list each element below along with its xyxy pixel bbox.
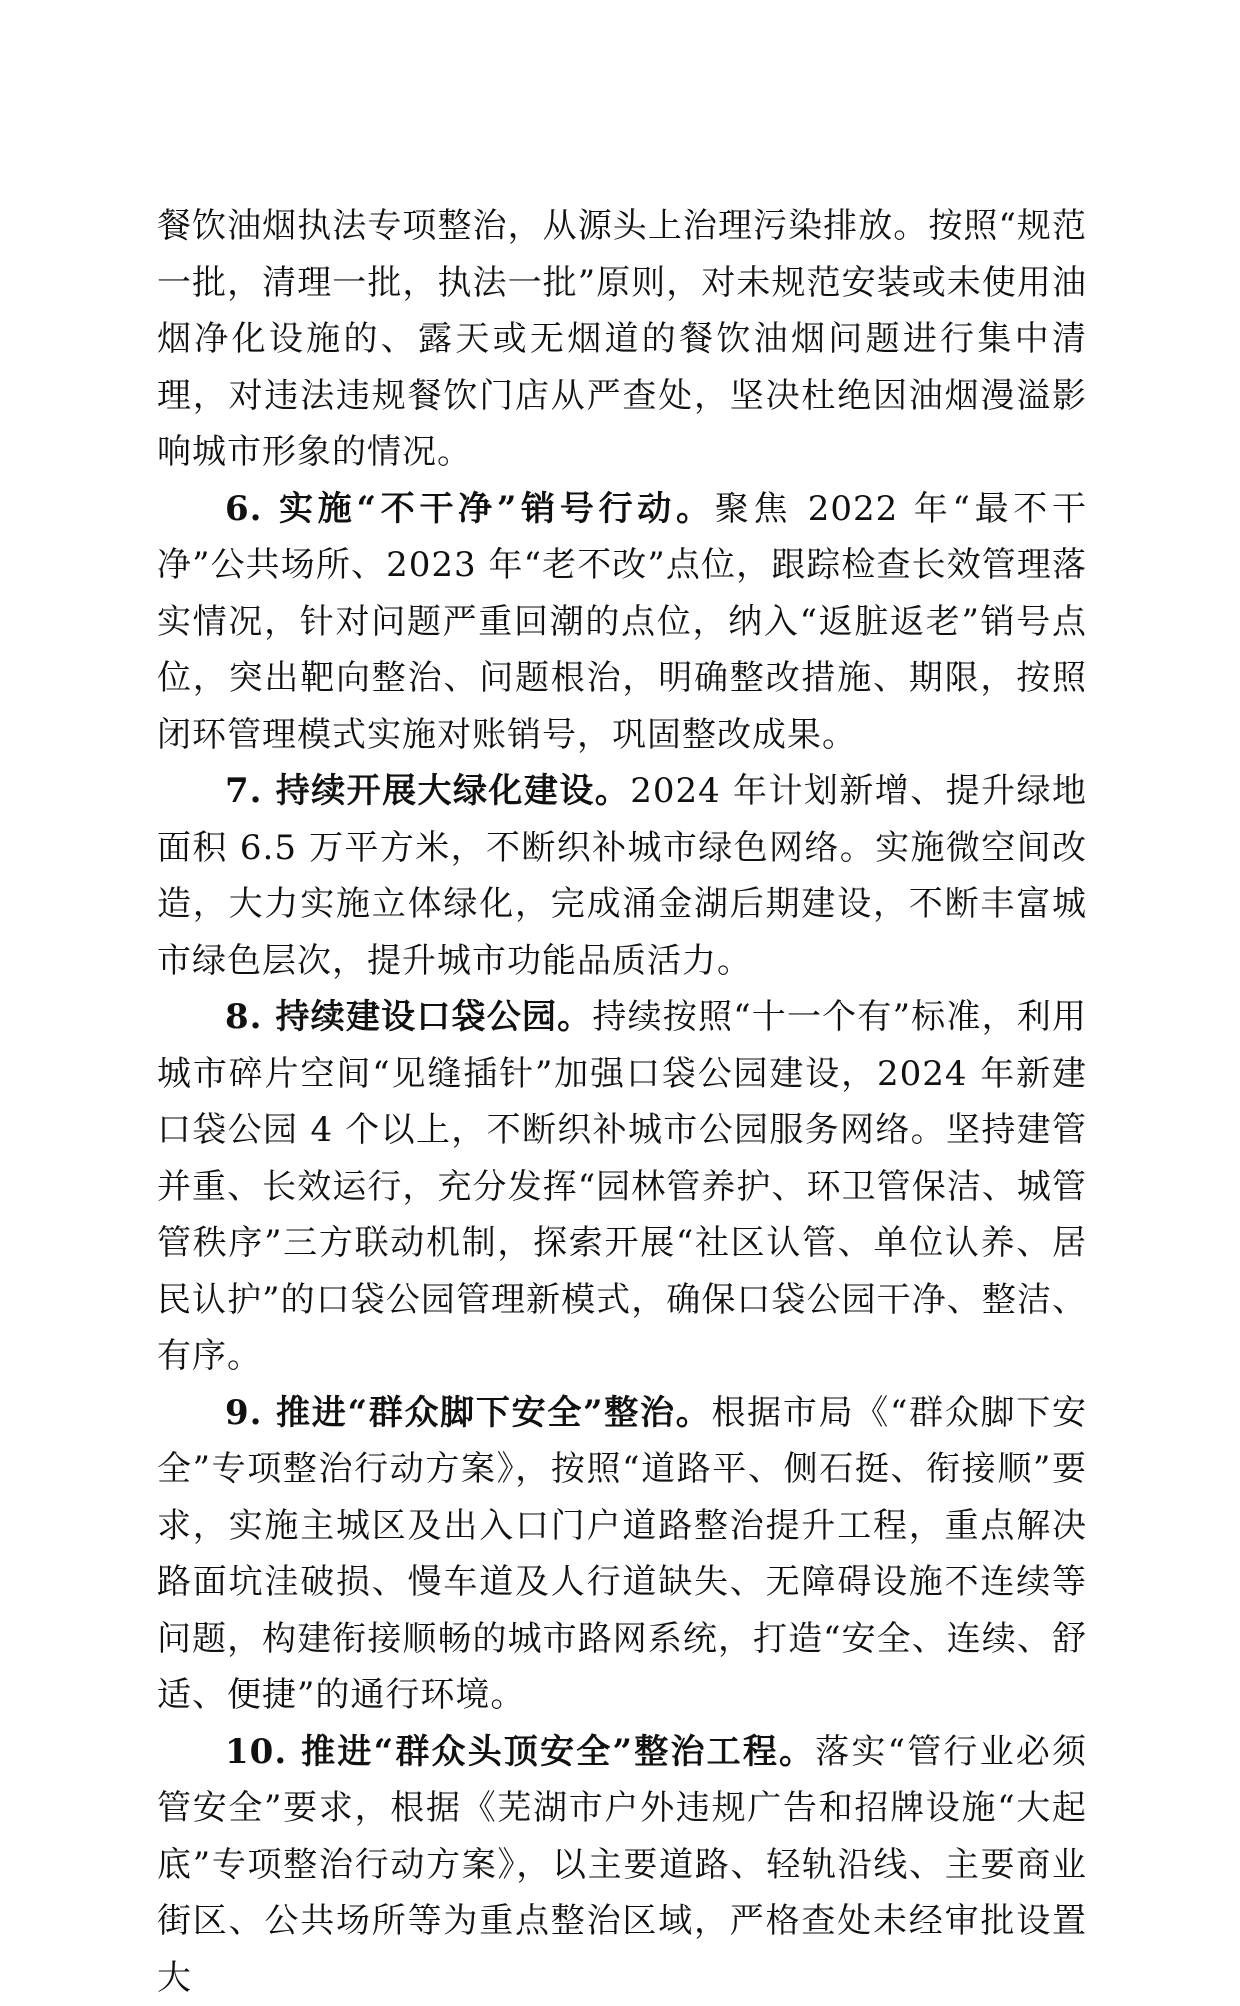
paragraph-heading: 7. 持续开展大绿化建设。 bbox=[225, 771, 630, 811]
paragraph-text: 落实“管行业必须管安全”要求，根据《芜湖市户外违规广告和招牌设施“大起底”专项整治行动方案》，以主要道路、轻轨沿线、主要商业街区、公共场所等为重点整治区域，严格查处未经审批设置大 bbox=[157, 1732, 1087, 1998]
paragraph-text: 根据市局《“群众脚下安全”专项整治行动方案》，按照“道路平、侧石挺、衔接顺”要求，实施主城区及出入口门户道路整治提升工程，重点解决路面坑洼破损、慢车道及人行道缺失、无障碍设施不连续等问题，构建衔接顺畅的城市路网系统，打造“安全、连续、舒适、便捷”的通行环境。 bbox=[157, 1393, 1087, 1716]
paragraph-continuation bbox=[157, 198, 1087, 481]
paragraph-item-8 bbox=[157, 989, 1087, 1385]
paragraph-heading: 9. 推进“群众脚下安全”整治。 bbox=[225, 1393, 711, 1433]
paragraph-item-10 bbox=[157, 1724, 1087, 2006]
paragraph-text: 持续按照“十一个有”标准，利用城市碎片空间“见缝插针”加强口袋公园建设，2024 年新建口袋公园 4 个以上，不断织补城市公园服务网络。坚持建管并重、长效运行，充分发挥“园林管养护、环卫管保洁、城管管秩序”三方联动机制，探索开展“社区认管、单位认养、居民认护”的口袋公园管理新模式，确保口袋公园干净、整洁、有序。 bbox=[157, 997, 1087, 1376]
paragraph-heading: 10. 推进“群众头顶安全”整治工程。 bbox=[225, 1732, 815, 1772]
paragraph-heading: 6. 实施“不干净”销号行动。 bbox=[225, 489, 715, 529]
paragraph-item-7 bbox=[157, 763, 1087, 989]
paragraph-text: 聚焦 2022 年“最不干净”公共场所、2023 年“老不改”点位，跟踪检查长效管理落实情况，针对问题严重回潮的点位，纳入“返脏返老”销号点位，突出靶向整治、问题根治，明确整改措施、期限，按照闭环管理模式实施对账销号，巩固整改成果。 bbox=[157, 489, 1087, 755]
paragraph-text: 餐饮油烟执法专项整治，从源头上治理污染排放。按照“规范一批，清理一批，执法一批”原则，对未规范安装或未使用油烟净化设施的、露天或无烟道的餐饮油烟问题进行集中清理，对违法违规餐饮门店从严查处，坚决杜绝因油烟漫溢影响城市形象的情况。 bbox=[157, 206, 1087, 472]
paragraph-heading: 8. 持续建设口袋公园。 bbox=[225, 997, 592, 1037]
paragraph-text: 2024 年计划新增、提升绿地面积 6.5 万平方米，不断织补城市绿色网络。实施微空间改造，大力实施立体绿化，完成涌金湖后期建设，不断丰富城市绿色层次，提升城市功能品质活力。 bbox=[157, 771, 1087, 981]
paragraph-item-6 bbox=[157, 481, 1087, 764]
paragraph-item-9 bbox=[157, 1385, 1087, 1724]
document-body bbox=[157, 198, 1087, 2006]
